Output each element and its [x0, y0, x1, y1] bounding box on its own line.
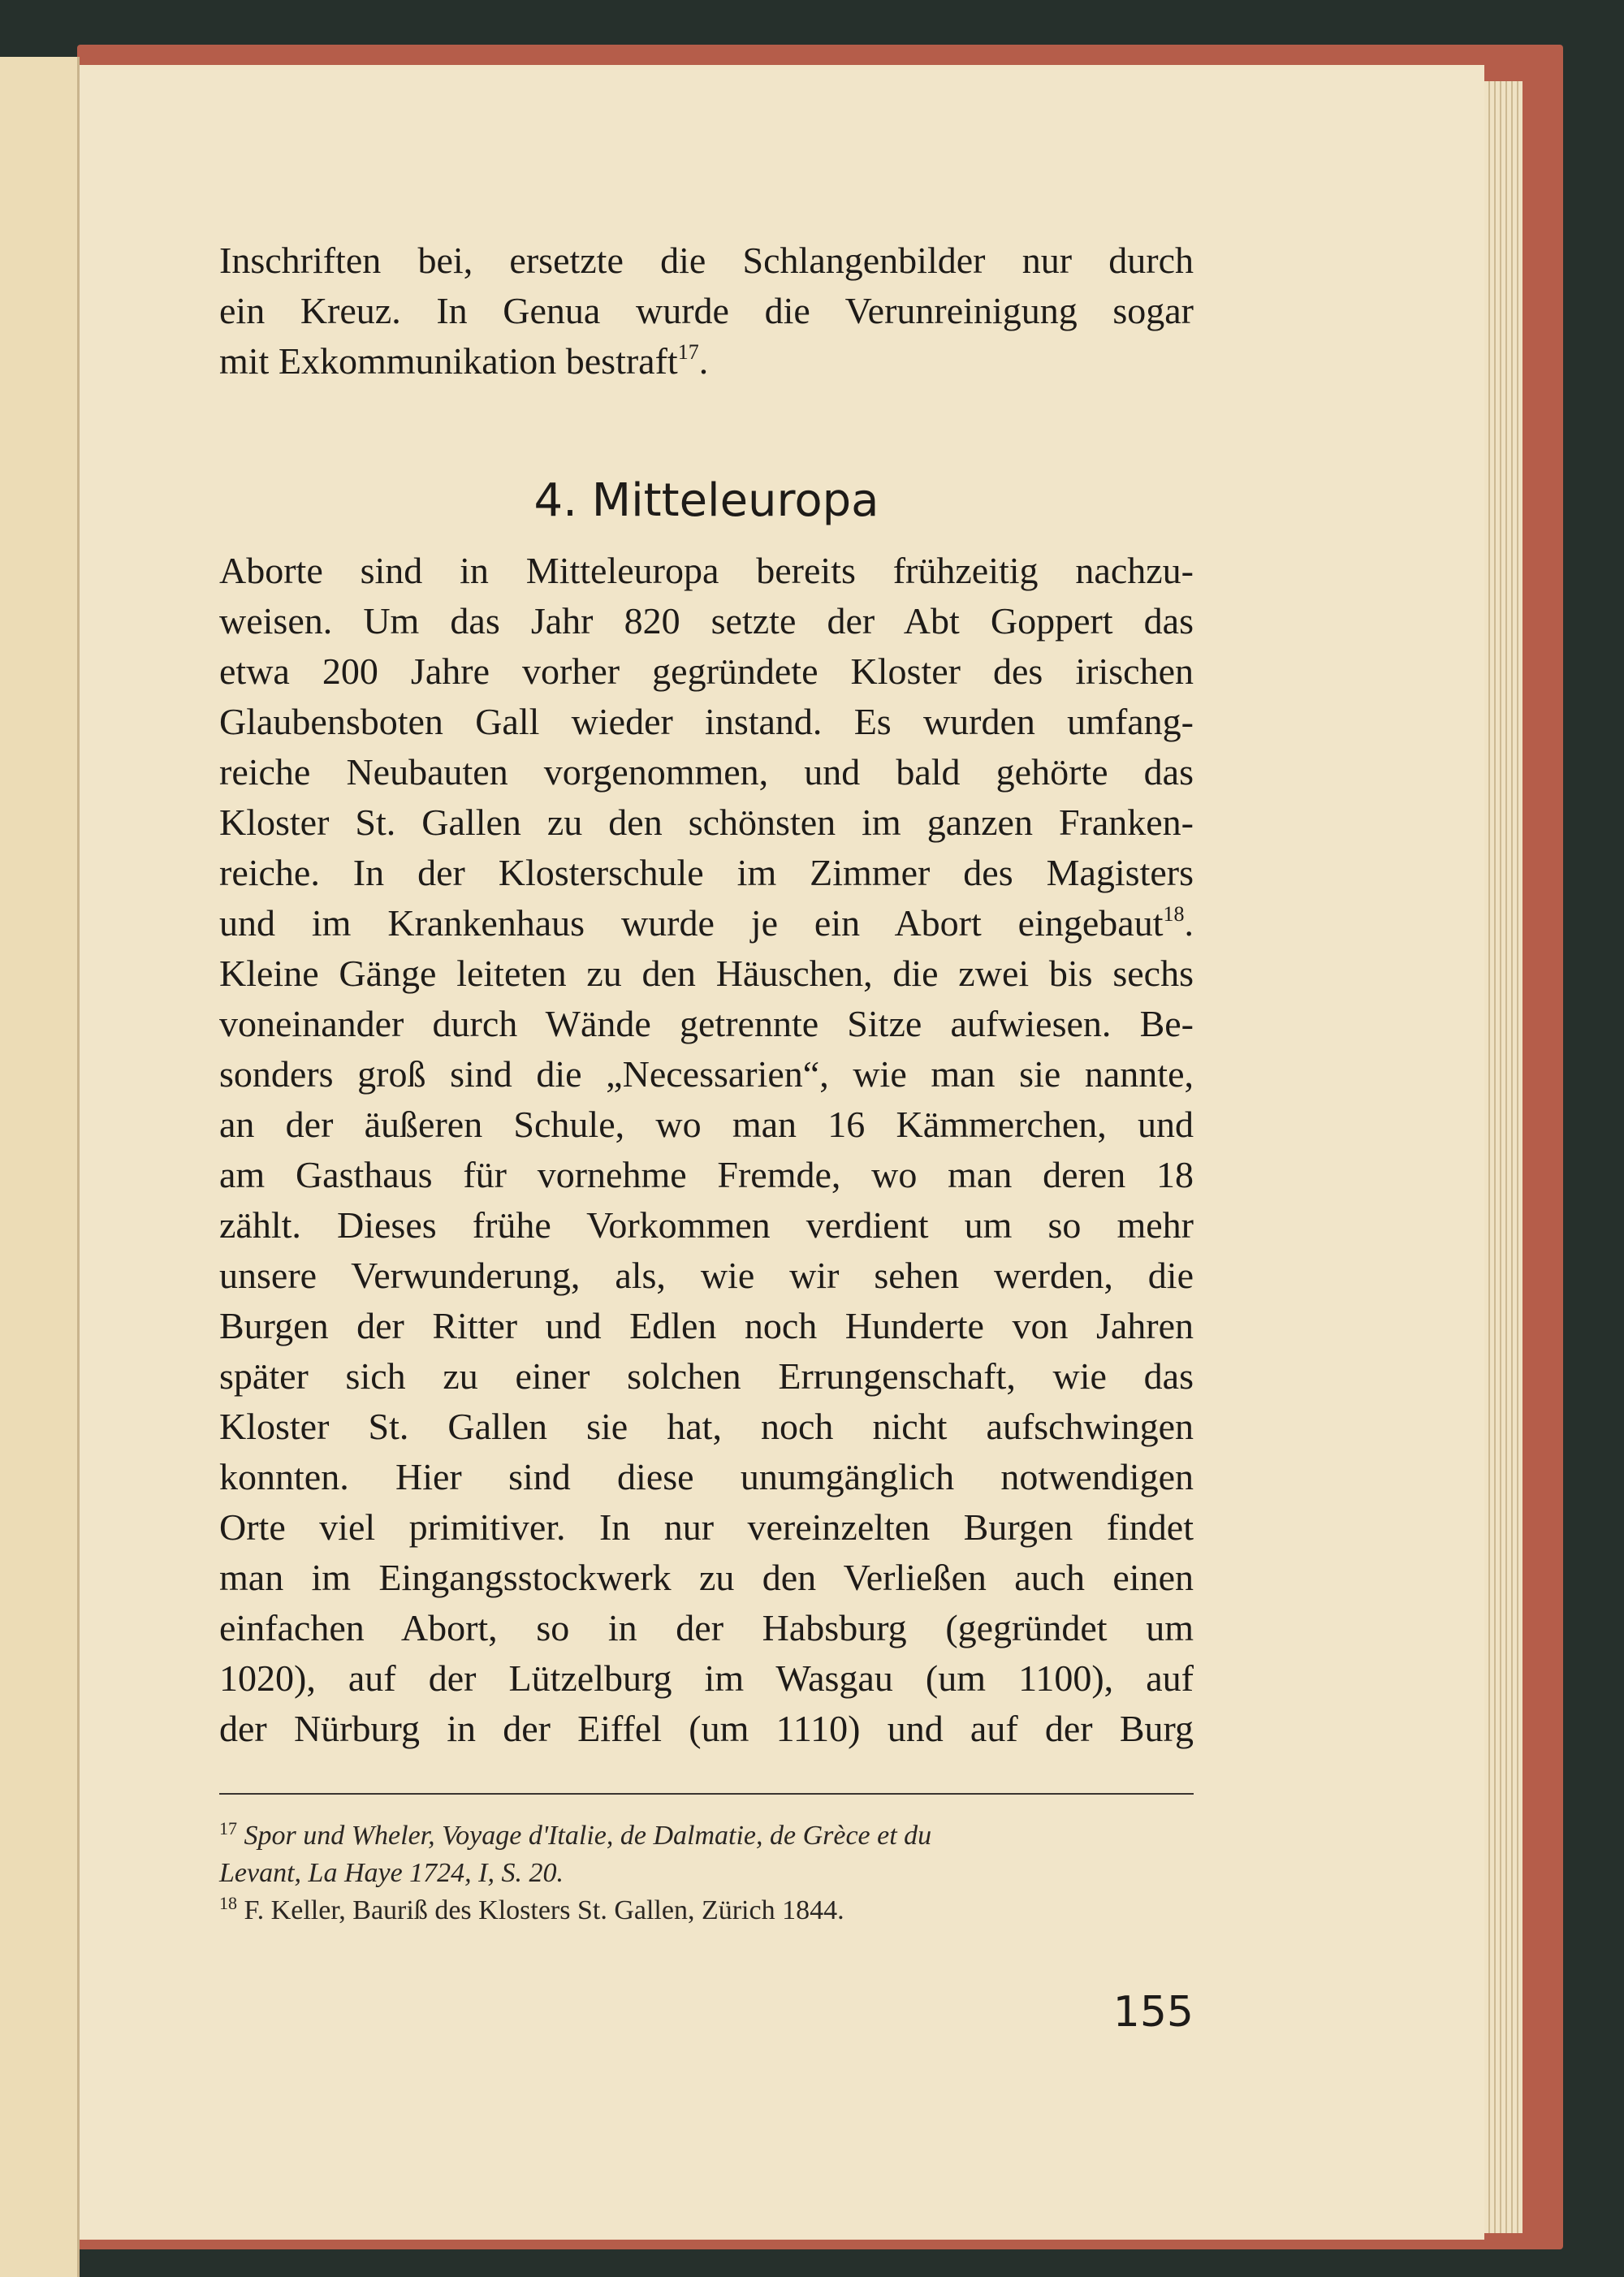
text-line: etwa 200 Jahre vorher gegründete Kloster des irischen: [219, 650, 1194, 692]
footnote-text: Spor und Wheler, Voyage d'Italie, de Dalmatie, de Grèce et du: [244, 1821, 932, 1851]
page-number: 155: [1112, 1988, 1194, 2037]
main-paragraph: [219, 546, 1194, 1754]
text-line: weisen. Um das Jahr 820 setzte der Abt Goppert das: [219, 600, 1194, 642]
text-line: einfachen Abort, so in der Habsburg (gegründet um: [219, 1607, 1194, 1648]
text-fragment: .: [1184, 902, 1194, 944]
text-line: Kloster St. Gallen sie hat, noch nicht aufschwingen: [219, 1406, 1194, 1447]
text-line: reiche. In der Klosterschule im Zimmer des Magisters: [219, 852, 1194, 893]
footnote-number: 17: [219, 1818, 237, 1838]
footnotes: [219, 1817, 1194, 1929]
text-line: Kleine Gänge leiteten zu den Häuschen, die zwei bis sechs: [219, 953, 1194, 994]
left-page-edge: [0, 57, 80, 2277]
text-line: man im Eingangsstockwerk zu den Verließen auch einen: [219, 1557, 1194, 1598]
intro-paragraph: [219, 235, 1194, 387]
text-line: zählt. Dieses frühe Vorkommen verdient um so mehr: [219, 1204, 1194, 1246]
footnote-text: F. Keller, Bauriß des Klosters St. Gallen, Zürich 1844.: [244, 1895, 844, 1925]
text-line: reiche Neubauten vorgenommen, und bald gehörte das: [219, 751, 1194, 793]
text-line: unsere Verwunderung, als, wie wir sehen werden, die: [219, 1255, 1194, 1296]
footnote-18: [219, 1892, 1194, 1929]
text-line: konnten. Hier sind diese unumgänglich notwendigen: [219, 1456, 1194, 1497]
text-line: voneinander durch Wände getrennte Sitze aufwiesen. Be-: [219, 1003, 1194, 1044]
footnote-ref-17: 17: [677, 340, 699, 364]
text-line: der Nürburg in der Eiffel (um 1110) und auf der Burg: [219, 1708, 1194, 1749]
text-fragment: .: [698, 340, 709, 382]
footnote-ref-18: 18: [1163, 902, 1185, 926]
footnote-17: [219, 1817, 1194, 1855]
text-fragment: mit Exkommunikation bestraft: [219, 340, 678, 382]
text-line: ein Kreuz. In Genua wurde die Verunreinigung sogar: [219, 290, 1194, 331]
text-line: sonders groß sind die „Necessarien“, wie man sie nannte,: [219, 1053, 1194, 1095]
footnote-17-cont: [219, 1855, 1194, 1892]
text-line: am Gasthaus für vornehme Fremde, wo man deren 18: [219, 1154, 1194, 1195]
text-line: Inschriften bei, ersetzte die Schlangenbilder nur durch: [219, 240, 1194, 281]
footnote-number: 18: [219, 1893, 237, 1913]
footnote-divider: [219, 1793, 1194, 1795]
text-line: Kloster St. Gallen zu den schönsten im ganzen Franken-: [219, 801, 1194, 843]
section-heading: 4. Mitteleuropa: [533, 474, 879, 527]
text-line: an der äußeren Schule, wo man 16 Kämmerchen, und: [219, 1104, 1194, 1145]
text-line: [219, 336, 1194, 387]
text-line: Orte viel primitiver. In nur vereinzelten Burgen findet: [219, 1506, 1194, 1548]
text-line: 1020), auf der Lützelburg im Wasgau (um 1100), auf: [219, 1657, 1194, 1699]
text-line: Glaubensboten Gall wieder instand. Es wurden umfang-: [219, 701, 1194, 742]
text-line: später sich zu einer solchen Errungenschaft, wie das: [219, 1355, 1194, 1397]
footnote-text: Levant, La Haye 1724, I, S. 20.: [219, 1858, 564, 1888]
text-line: [219, 898, 1194, 948]
text-fragment: und im Krankenhaus wurde je ein Abort eingebaut: [219, 902, 1164, 944]
text-line: Aborte sind in Mitteleuropa bereits frühzeitig nachzu-: [219, 550, 1194, 591]
text-line: Burgen der Ritter und Edlen noch Hunderte von Jahren: [219, 1305, 1194, 1346]
